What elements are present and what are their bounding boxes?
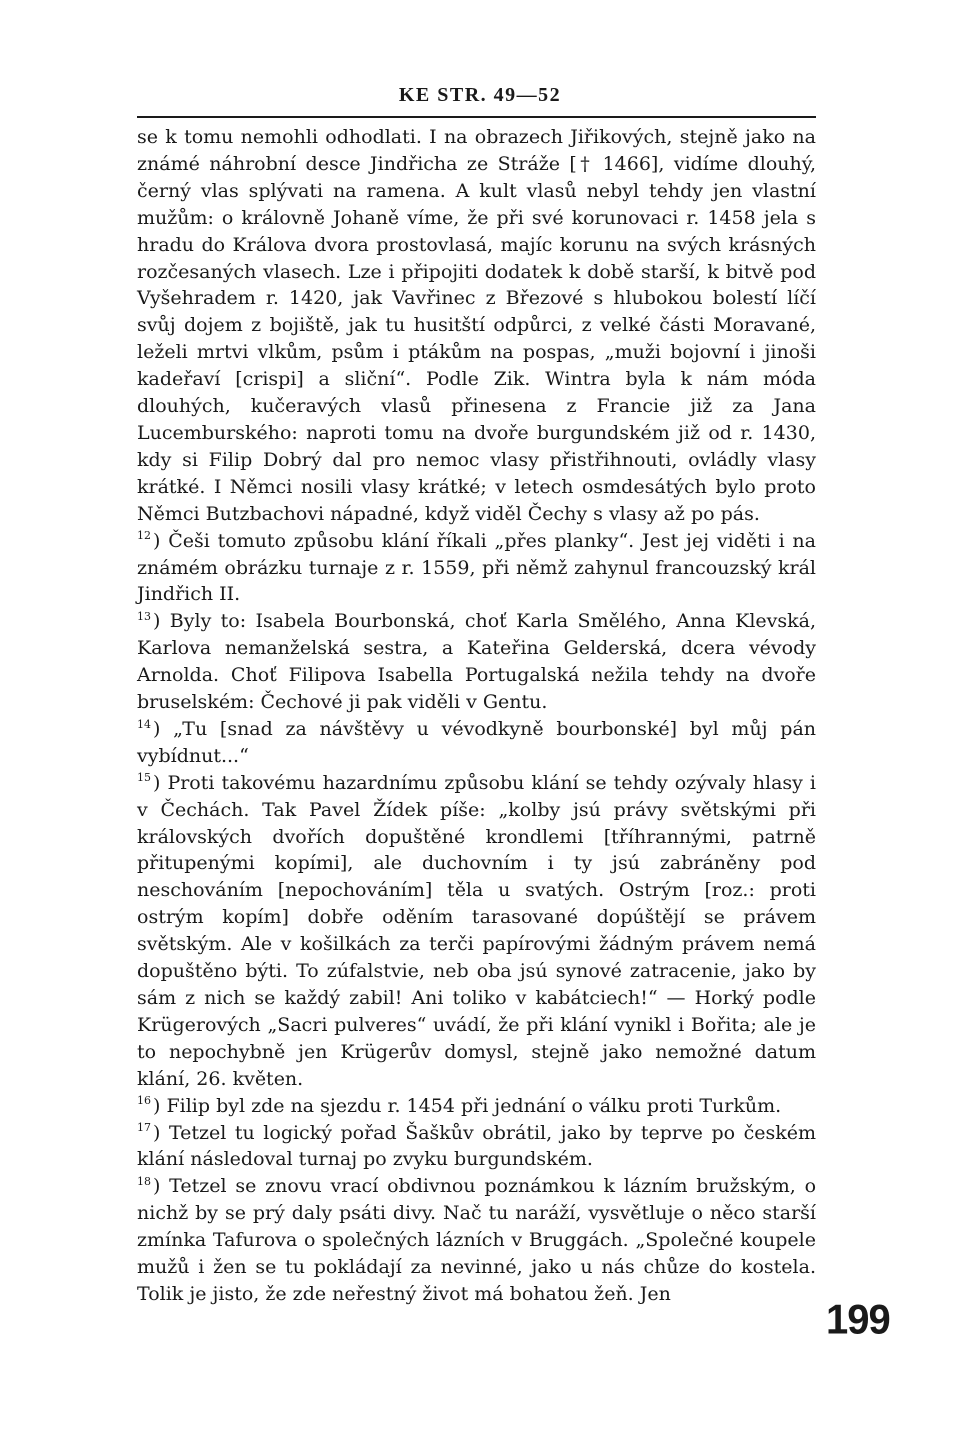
paragraph-text: se k tomu nemohli odhodlati. I na obrazech Jiřikových, stejně jako na známé náhrobní desce Jindřicha ze Stráže [† 1466], vidíme dlouhý, černý vlas splývati na ramena. A kult vlasů nebyl tehdy jen vlastní mužům: o královně Johaně víme, že při své korunovaci r. 1458 jela s hradu do Králova dvora prostovlasá, majíc korunu na svých krásných rozčesaných vlasech. Lze i připojiti dodatek k době starší, k bitvě pod Vyšehradem r. 1420, jak Vavřinec z Březové s hlubokou bolestí líčí svůj dojem z bojiště, jak tu husitští odpůrci, z velké části Moravané, leželi mrtvi vlkům, psům i ptákům na pospas, „muži bojovní i jinoši kadeřaví [crispi] a sliční“. Podle Zik. Wintra byla k nám móda dlouhých, kučeravých vlasů přinesena z Francie již za Jana Lucemburského: naproti tomu na dvoře burgundském již od r. 1430, kdy si Filip Dobrý dal pro nemoc vlasy přistřihnouti, ovládly vlasy krátké. I Němci nosili vlasy krátké; v letech osmdesátých bylo proto Němci Butzbachovi nápadné, když viděl Čechy s vlasy až po pás. xyxy=(137,126,816,525)
page-number: 199 xyxy=(826,1296,890,1344)
page-body xyxy=(137,124,816,1308)
footnote-marker: 16 xyxy=(137,1094,151,1108)
footnote-18: $^{18}$ ) Tetzel se znovu vrací obdivnou poznámkou k lázním bružským, o nichž by se prý daly psáti divy. Nač tu naráží, vysvětluje o něco starší zmínka Tafurova o společných lázních v Bruggách. „Společné koupele mužů i žen se tu pokládají za nevinné, jako u nás chůze do kostela. Tolik je jisto, že zde neřestný život má bohatou žeň. Jen xyxy=(137,1175,817,1305)
footnote-marker: 14 xyxy=(137,717,151,731)
footnote-marker: 17 xyxy=(137,1121,151,1135)
footnote-14: $^{14}$ ) „Tu [snad za návštěvy u vévodkyně bourbonské] byl můj pán vybídnut...“ xyxy=(137,717,817,767)
footnote-12: $^{12}$ ) Češi tomuto způsobu klání říkali „přes planky“. Jest jej viděti i na známém obrázku turnaje z r. 1559, při němž zahynul francouzský král Jindřich II. xyxy=(137,529,816,606)
footnote-text: Filip byl zde na sjezdu r. 1454 při jednání o válku proti Turkům. xyxy=(166,1094,782,1117)
footnote-marker: 12 xyxy=(137,529,151,543)
footnote-text: „Tu [snad za návštěvy u vévodkyně bourbonské] byl můj pán vybídnut...“ xyxy=(137,717,817,767)
footnote-text: Byly to: Isabela Bourbonská, choť Karla Smělého, Anna Klevská, Karlova nemanželská sestra, a Kateřina Gelderská, dcera vévody Arnolda. Choť Filipova Isabella Portugalská nežila tehdy na dvoře bruselském: Čechové ji pak viděli v Gentu. xyxy=(137,610,817,714)
footnote-text: Tetzel se znovu vrací obdivnou poznámkou k lázním bružským, o nichž by se prý daly psáti divy. Nač tu naráží, vysvětluje o něco starší zmínka Tafurova o společných lázních v Bruggách. „Společné koupele mužů i žen se tu pokládají za nevinné, jako u nás chůze do kostela. Tolik je jisto, že zde neřestný život má bohatou žeň. Jen xyxy=(137,1175,817,1305)
footnote-15: $^{15}$ ) Proti takovému hazardnímu způsobu klání se tehdy ozývaly hlasy i v Čechách. Tak Pavel Žídek píše: „kolby jsú právy světskými při královských dvořích dopuštěné krondlemi [tříhrannými, patrně přitupenými kopími], ale duchovním i ty jsú zabráněny pod neschováním [nepochováním] těla u svatých. Ostrým [roz.: proti ostrým kopím] dobře oděním tarasované dopúštějí se právem světským. Ale v košilkách za terči papírovými žádným právem nemá dopuštěno býti. To zúfalstvie, neb oba jsú synové zatracenie, jako by sám z nich se každý zabil! Ani toliko v kabátciech!“ — Horký podle Krügerových „Sacri pulveres“ uvádí, že při klání vynikl i Bořita; ale je to nepochybně jen Krügerův domysl, stejně jako nemožné datum klání, 26. květen. xyxy=(137,771,816,1090)
footnote-text: Proti takovému hazardnímu způsobu klání se tehdy ozývaly hlasy i v Čechách. Tak Pavel Žídek píše: „kolby jsú právy světskými při královských dvořích dopuštěné krondlemi [tříhrannými, patrně přitupenými kopími], ale duchovním i ty jsú zabráněny pod neschováním [nepochováním] těla u svatých. Ostrým [roz.: proti ostrým kopím] dobře oděním tarasované dopúštějí se právem světským. Ale v košilkách za terči papírovými žádným právem nemá dopuštěno býti. To zúfalstvie, neb oba jsú synové zatracenie, jako by sám z nich se každý zabil! Ani toliko v kabátciech!“ — Horký podle Krügerových „Sacri pulveres“ uvádí, že při klání vynikl i Bořita; ale je to nepochybně jen Krügerův domysl, stejně jako nemožné datum klání, 26. květen. xyxy=(137,771,816,1090)
header-rule xyxy=(137,116,816,118)
footnote-16: $^{16}$ ) Filip byl zde na sjezdu r. 1454 při jednání o válku proti Turkům. xyxy=(137,1094,782,1117)
footnote-text: Tetzel tu logický pořad Šaškův obrátil, jako by teprve po českém klání následoval turnaj po zvyku burgundském. xyxy=(137,1121,817,1171)
running-header: KE STR. 49—52 xyxy=(398,84,562,106)
paragraph-continuation xyxy=(137,124,816,528)
footnote-17: $^{17}$ ) Tetzel tu logický pořad Šaškův obrátil, jako by teprve po českém klání následoval turnaj po zvyku burgundském. xyxy=(137,1121,817,1171)
footnote-marker: 15 xyxy=(137,771,151,785)
footnote-text: Češi tomuto způsobu klání říkali „přes planky“. Jest jej viděti i na známém obrázku turnaje z r. 1559, při němž zahynul francouzský král Jindřich II. xyxy=(137,529,816,606)
footnote-marker: 13 xyxy=(137,609,151,623)
footnote-13: $^{13}$ ) Byly to: Isabela Bourbonská, choť Karla Smělého, Anna Klevská, Karlova nemanželská sestra, a Kateřina Gelderská, dcera vévody Arnolda. Choť Filipova Isabella Portugalská nežila tehdy na dvoře bruselském: Čechové ji pak viděli v Gentu. xyxy=(137,609,817,714)
footnote-marker: 18 xyxy=(137,1175,151,1189)
